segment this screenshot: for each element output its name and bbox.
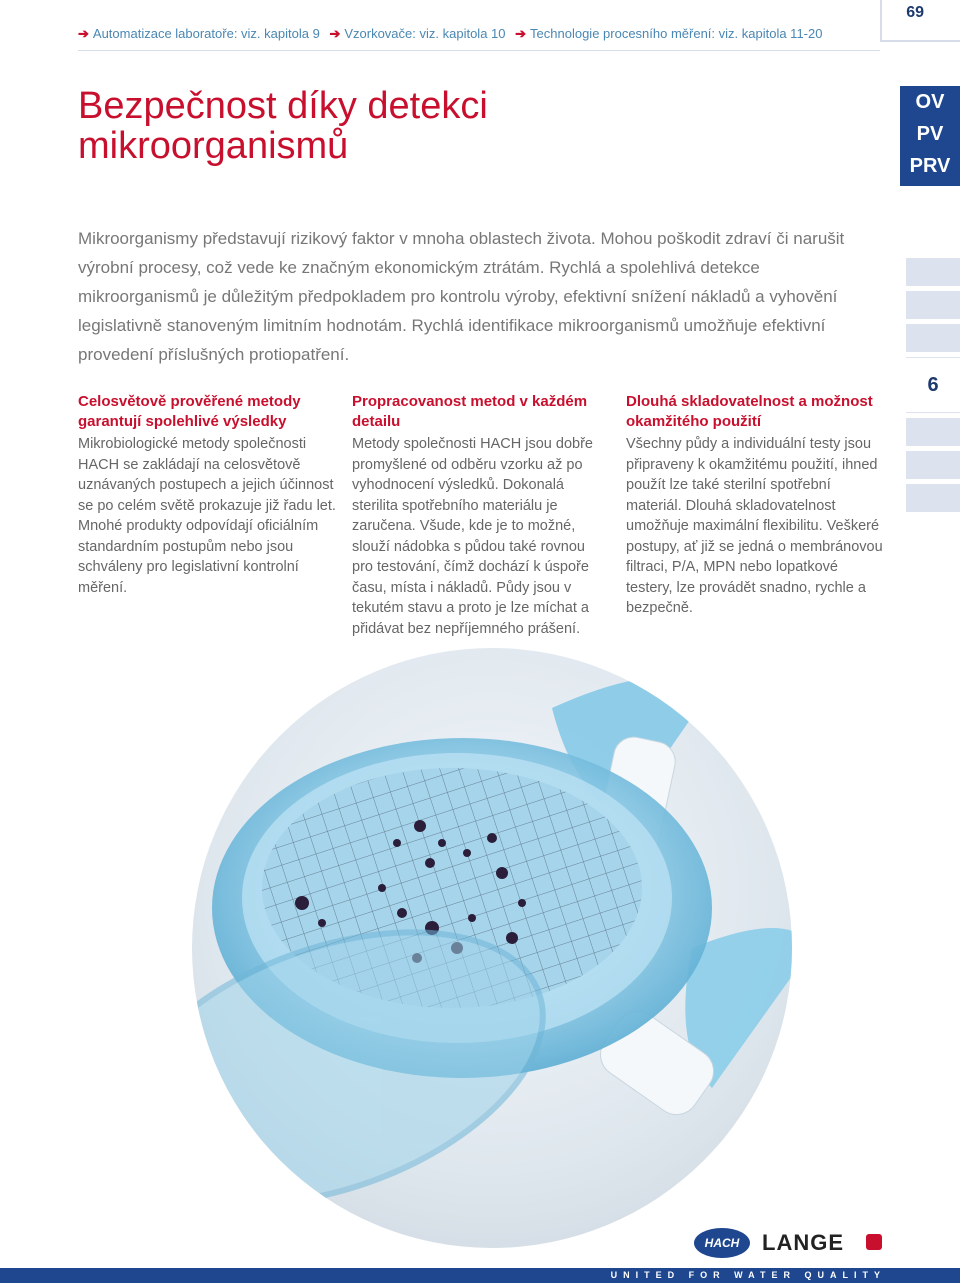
chapter-tab-active[interactable] xyxy=(906,357,960,413)
brand-logos xyxy=(694,1228,894,1258)
column-body: Mikrobiologické metody společnosti HACH se zakládají na celosvětově uznávaných postupech a jejich účinnost se po celém světě prokazuje již řadu let. Mnohé produkty odpovídají oficiálním standardním postupům nebo jsou schváleny pro legislativní kontrolní měření. xyxy=(78,436,336,596)
nav-link-samplers[interactable]: ➔ Vzorkovače: viz. kapitola 10 xyxy=(329,26,506,41)
arrow-right-icon: ➔ xyxy=(515,26,527,41)
feature-column-3 xyxy=(626,392,886,619)
feature-column-2 xyxy=(352,392,604,639)
petri-dish-photo xyxy=(192,648,792,1248)
chapter-tab[interactable] xyxy=(906,324,960,352)
code-prv: PRV xyxy=(909,155,951,177)
lange-logo: LANGE xyxy=(762,1230,844,1255)
chapter-number: 6 xyxy=(927,374,939,396)
chapter-tabs xyxy=(906,258,960,517)
page-number-box xyxy=(880,0,960,42)
chapter-tab[interactable] xyxy=(906,484,960,512)
brand-tagline: UNITED FOR WATER QUALITY xyxy=(610,1270,886,1280)
chapter-tab[interactable] xyxy=(906,291,960,319)
intro-paragraph: Mikroorganismy představují rizikový faktor v mnoha oblastech života. Mohou poškodit zdraví či narušit výrobní procesy, což vede ke značným ekonomickým ztrátám. Rychlá a spolehlivá detekce mikroorganismů je důležitým předpokladem pro kontrolu výroby, efektivní snížení nákladů a vyhovění legislativně stanoveným limitním hodnotám. Rychlá identifikace mikroorganismů umožňuje efektivní provedení příslušných protiopatření. xyxy=(78,229,845,364)
column-body: Všechny půdy a individuální testy jsou připraveny k okamžitému použití, ihned použít lze také sterilní spotřební materiál. Dlouhá skladovatelnost umožňuje maximální flexibilitu. Veškeré postupy, ať již se jedná o membránovou filtraci, P/A, MPN nebo lopatkové testery, lze provádět snadno, rychle a bezpečně. xyxy=(626,436,883,616)
petri-dish-illustration xyxy=(192,648,792,1248)
chapter-tab[interactable] xyxy=(906,451,960,479)
category-codes xyxy=(900,86,960,186)
chapter-tab[interactable] xyxy=(906,418,960,446)
page-number: 69 xyxy=(906,4,924,21)
column-heading: Propracovanost metod v každém detailu xyxy=(352,393,588,430)
feature-column-1 xyxy=(78,392,338,598)
column-body: Metody společnosti HACH jsou dobře promyšlené od odběru vzorku až po vyhodnocení výsledků. Dokonalá sterilita spotřebního materiálu je zaručena. Všude, kde je to možné, slouží nádobka s půdou také rovnou pro testování, čímž dochází k úspoře času, místa i nákladů. Půdy jsou v tekutém stavu a proto je lze míchat a přidávat bez nepříjemného prášení. xyxy=(352,436,593,637)
hach-logo: HACH xyxy=(694,1228,750,1258)
nav-link-automation[interactable]: ➔ Automatizace laboratoře: viz. kapitola 9 xyxy=(78,26,320,41)
page-title: Bezpečnost díky detekci mikroorganismů xyxy=(78,85,488,167)
header-divider xyxy=(78,50,880,51)
chapter-navigation xyxy=(78,26,828,42)
arrow-right-icon: ➔ xyxy=(329,26,341,41)
code-pv: PV xyxy=(916,123,944,145)
chapter-tab[interactable] xyxy=(906,258,960,286)
code-ov: OV xyxy=(915,91,945,113)
column-heading: Dlouhá skladovatelnost a možnost okamžitého použití xyxy=(626,393,873,430)
nav-link-process-measurement[interactable]: ➔ Technologie procesního měření: viz. kapitola 11-20 xyxy=(515,26,823,41)
column-heading: Celosvětově prověřené metody garantují spolehlivé výsledky xyxy=(78,393,301,430)
arrow-right-icon: ➔ xyxy=(78,26,89,41)
top-bar xyxy=(0,0,960,50)
lange-mark-icon xyxy=(866,1234,882,1250)
